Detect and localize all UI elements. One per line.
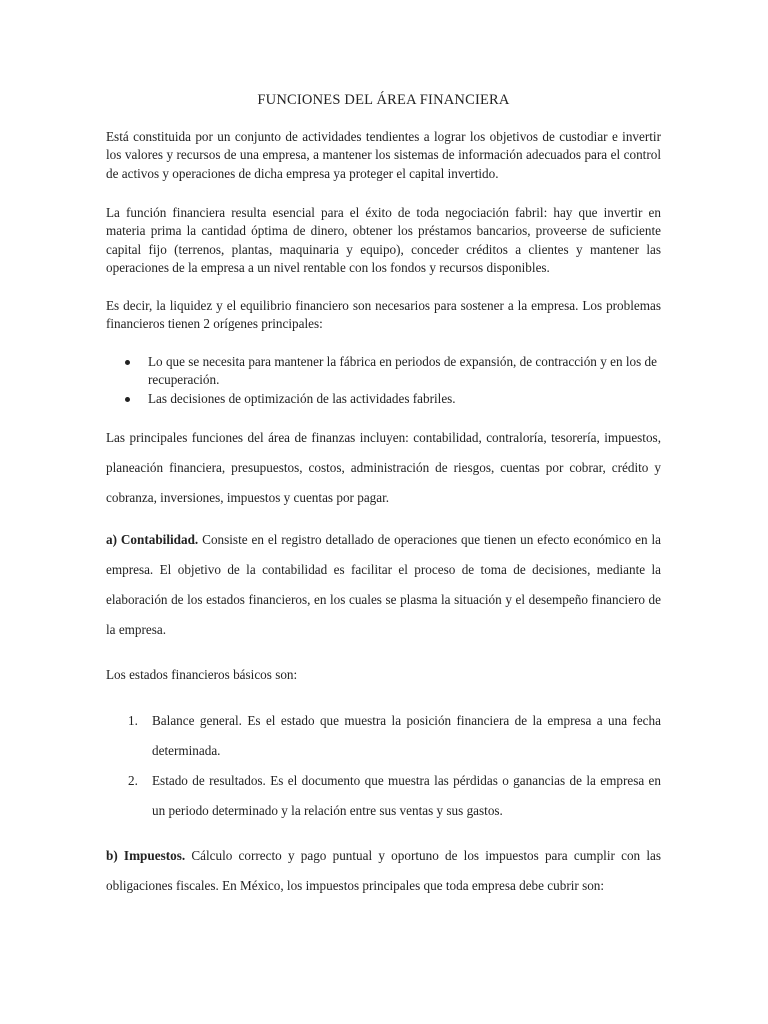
list-item bbox=[106, 766, 661, 826]
section-heading: b) Impuestos. bbox=[106, 848, 186, 863]
list-item bbox=[106, 353, 661, 390]
list-item bbox=[106, 390, 661, 408]
bullet-icon bbox=[125, 360, 130, 365]
section-contabilidad bbox=[106, 525, 661, 645]
origins-list bbox=[106, 353, 661, 408]
section-heading: a) Contabilidad. bbox=[106, 532, 199, 547]
paragraph-main-functions: Las principales funciones del área de finanzas incluyen: contabilidad, contraloría, tesorería, impuestos, planeación financiera, presupuestos, costos, administración de riesgos, cuentas por cobrar, crédito y cobranza, inversiones, impuestos y cuentas por pagar. bbox=[106, 430, 661, 505]
paragraph-financial-function: La función financiera resulta esencial para el éxito de toda negociación fabril: hay que invertir en materia prima la cantidad óptima de dinero, obtener los préstamos bancarios, proveerse de suficiente capital fijo (terrenos, plantas, maquinaria y equipo), conceder créditos a clientes y mantener las operaciones de la empresa a un nivel rentable con los fondos y recursos disponibles. bbox=[106, 205, 661, 275]
document-title: FUNCIONES DEL ÁREA FINANCIERA bbox=[257, 92, 510, 108]
list-item bbox=[106, 706, 661, 766]
paragraph-liquidity: Es decir, la liquidez y el equilibrio financiero son necesarios para sostener a la empresa. Los problemas financieros tienen 2 orígenes principales: bbox=[106, 298, 661, 332]
list-item-text: Lo que se necesita para mantener la fábrica en periodos de expansión, de contracción y en los de recuperación. bbox=[148, 354, 657, 388]
list-number: 1. bbox=[128, 713, 138, 728]
list-item-text: Las decisiones de optimización de las actividades fabriles. bbox=[148, 390, 456, 406]
section-text: Cálculo correcto y pago puntual y oportuno de los impuestos para cumplir con las obligaciones fiscales. En México, los impuestos principales que toda empresa debe cubrir son: bbox=[106, 848, 661, 893]
paragraph-intro: Está constituida por un conjunto de actividades tendientes a lograr los objetivos de custodiar e invertir los valores y recursos de una empresa, a mantener los sistemas de información adecuados para el control de activos y operaciones de dicha empresa ya proteger el capital invertido. bbox=[106, 129, 661, 181]
statements-intro: Los estados financieros básicos son: bbox=[106, 667, 298, 682]
list-item-text: Estado de resultados. Es el documento que muestra las pérdidas o ganancias de la empresa en un periodo determinado y la relación entre sus ventas y sus gastos. bbox=[152, 773, 661, 818]
statements-list bbox=[106, 706, 661, 826]
list-number: 2. bbox=[128, 773, 138, 788]
section-text: Consiste en el registro detallado de operaciones que tienen un efecto económico en la empresa. El objetivo de la contabilidad es facilitar el proceso de toma de decisiones, mediante la elaboración de los estados financieros, en los cuales se plasma la situación y el desempeño financiero de la empresa. bbox=[106, 532, 661, 637]
bullet-icon bbox=[125, 397, 130, 402]
section-impuestos bbox=[106, 841, 661, 901]
list-item-text: Balance general. Es el estado que muestra la posición financiera de la empresa a una fecha determinada. bbox=[152, 713, 661, 758]
